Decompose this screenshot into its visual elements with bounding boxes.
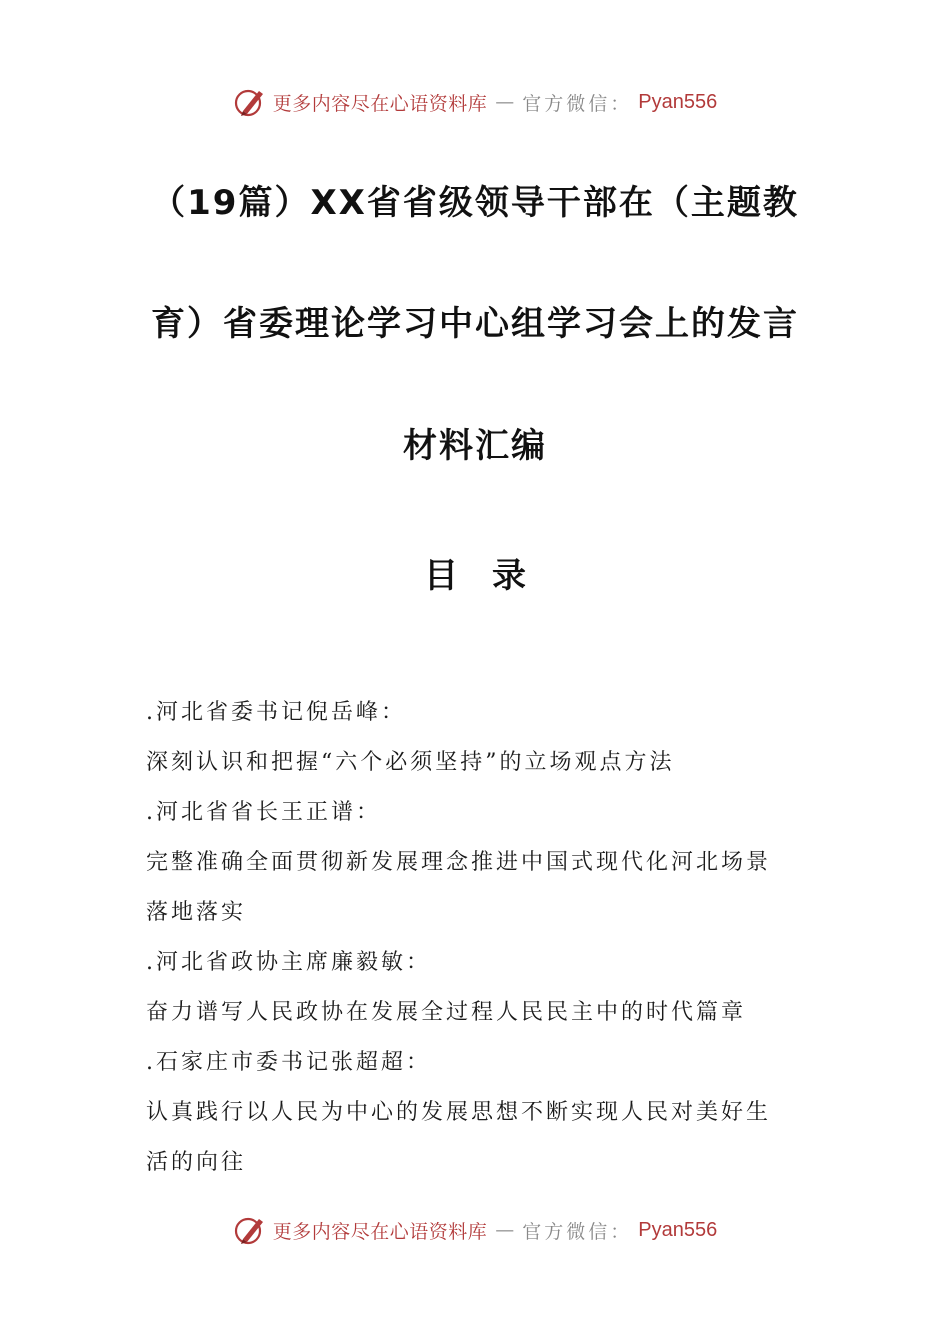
toc-item: 认真践行以人民为中心的发展思想不断实现人民对美好生 — [146, 1100, 772, 1125]
toc-item: 落地落实 — [146, 900, 247, 925]
toc-item: .河北省政协主席廉毅敏： — [146, 950, 431, 975]
toc-item: 活的向往 — [146, 1150, 247, 1175]
watermark-official: 官方微信： — [522, 1220, 633, 1243]
watermark-text: 更多内容尽在心语资料库 — [272, 1220, 488, 1243]
toc-item: 奋力谱写人民政协在发展全过程人民民主中的时代篇章 — [146, 1000, 747, 1025]
document-title-line-2: 育）省委理论学习中心组学习会上的发言 — [151, 304, 799, 344]
document-title-line-3: 材料汇编 — [403, 426, 547, 466]
pen-logo-icon — [233, 85, 267, 119]
toc-item: 完整准确全面贯彻新发展理念推进中国式现代化河北场景 — [146, 850, 772, 875]
watermark-official: 官方微信： — [522, 92, 633, 115]
toc-item: 深刻认识和把握“六个必须坚持”的立场观点方法 — [146, 750, 675, 775]
toc-heading: 目 录 — [424, 556, 526, 596]
watermark-id: Pyan556 — [638, 90, 718, 113]
watermark-text: 更多内容尽在心语资料库 — [272, 92, 488, 115]
toc-item: .石家庄市委书记张超超： — [146, 1050, 431, 1075]
pen-logo-icon — [233, 1213, 267, 1247]
footer-watermark — [0, 1210, 950, 1250]
watermark-dash: — — [495, 91, 515, 113]
toc-item: .河北省委书记倪岳峰： — [146, 700, 406, 725]
document-title-line-1: （19篇）XX省省级领导干部在（主题教 — [151, 183, 799, 223]
toc-item: .河北省省长王正谱： — [146, 800, 381, 825]
watermark-dash: — — [495, 1219, 515, 1241]
toc-list — [146, 688, 826, 1188]
header-watermark — [0, 82, 950, 122]
watermark-id: Pyan556 — [638, 1218, 718, 1241]
